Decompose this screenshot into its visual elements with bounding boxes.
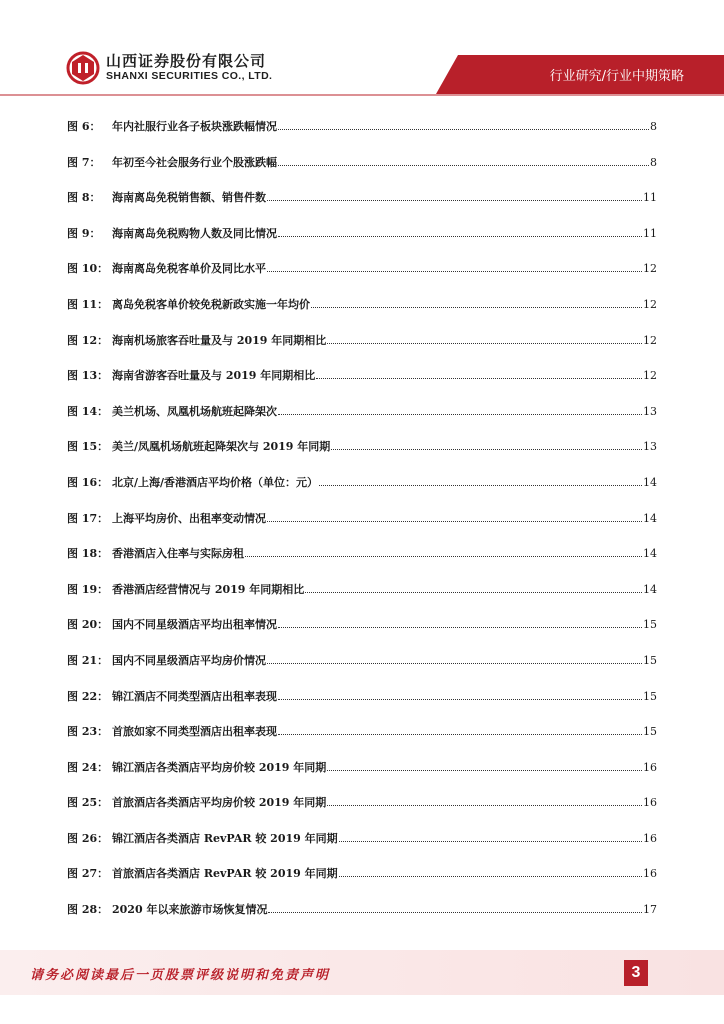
- figure-title: 离岛免税客单价较免税新政实施一年均价: [112, 297, 310, 311]
- toc-entry[interactable]: [67, 867, 657, 903]
- figure-page-number: 8: [650, 120, 657, 133]
- dot-leader: [316, 378, 642, 379]
- dot-leader: [339, 876, 642, 877]
- figure-title: 香港酒店入住率与实际房租: [112, 547, 244, 561]
- dot-leader: [331, 449, 642, 450]
- dot-leader: [245, 556, 642, 557]
- figure-label: 图 20：: [67, 618, 109, 632]
- figure-page-number: 15: [643, 618, 657, 632]
- figure-title: 年内社服行业各子板块涨跌幅情况: [112, 120, 277, 133]
- figure-page-number: 14: [643, 547, 657, 561]
- figure-label: 图 21：: [67, 653, 109, 667]
- figure-title: 锦江酒店不同类型酒店出租率表现: [112, 689, 277, 703]
- dot-leader: [278, 129, 649, 130]
- figure-page-number: 13: [643, 440, 657, 454]
- figure-page-number: 12: [643, 262, 657, 276]
- figure-label: 图 11：: [67, 297, 109, 311]
- figure-page-number: 12: [643, 369, 657, 383]
- company-name-cn: 山西证券股份有限公司: [106, 52, 267, 70]
- figure-title: 首旅如家不同类型酒店出租率表现: [112, 725, 277, 739]
- toc-entry[interactable]: [67, 156, 657, 192]
- toc-entry[interactable]: [67, 618, 657, 654]
- figure-title: 年初至今社会服务行业个股涨跌幅: [112, 155, 277, 169]
- figure-label: 图 12：: [67, 333, 109, 347]
- toc-entry[interactable]: [67, 796, 657, 832]
- page-header: [0, 0, 724, 100]
- figure-label: 图 17：: [67, 511, 109, 525]
- toc-entry[interactable]: [67, 725, 657, 761]
- dot-leader: [305, 592, 642, 593]
- dot-leader: [278, 699, 642, 700]
- figure-list: [67, 120, 657, 939]
- figure-page-number: 15: [643, 689, 657, 703]
- toc-entry[interactable]: [67, 369, 657, 405]
- figure-label: 图 8：: [67, 191, 101, 205]
- figure-page-number: 12: [643, 297, 657, 311]
- figure-label: 图 15：: [67, 440, 109, 454]
- dot-leader: [267, 521, 642, 522]
- toc-entry[interactable]: [67, 440, 657, 476]
- figure-label: 图 14：: [67, 404, 109, 418]
- figure-page-number: 15: [643, 725, 657, 739]
- toc-entry[interactable]: [67, 334, 657, 370]
- toc-entry[interactable]: [67, 547, 657, 583]
- figure-page-number: 16: [643, 760, 657, 774]
- dot-leader: [267, 663, 642, 664]
- figure-label: 图 26：: [67, 831, 109, 845]
- figure-page-number: 15: [643, 653, 657, 667]
- figure-page-number: 11: [643, 226, 657, 240]
- figure-page-number: 11: [643, 191, 657, 205]
- figure-label: 图 22：: [67, 689, 109, 703]
- figure-title: 香港酒店经营情况与 2019 年同期相比: [112, 582, 305, 596]
- figure-title: 美兰/凤凰机场航班起降架次与 2019 年同期: [112, 440, 331, 454]
- figure-title: 美兰机场、凤凰机场航班起降架次: [112, 404, 277, 418]
- figure-page-number: 16: [643, 831, 657, 845]
- toc-entry[interactable]: [67, 903, 657, 939]
- figure-label: 图 24：: [67, 760, 109, 774]
- section-title: 行业研究/行业中期策略: [549, 69, 684, 84]
- toc-entry[interactable]: [67, 476, 657, 512]
- figure-page-number: 12: [643, 333, 657, 347]
- toc-entry[interactable]: [67, 227, 657, 263]
- figure-page-number: 16: [643, 796, 657, 810]
- dot-leader: [327, 770, 642, 771]
- dot-leader: [268, 912, 642, 913]
- dot-leader: [327, 343, 642, 344]
- figure-label: 图 25：: [67, 796, 109, 810]
- figure-title: 国内不同星级酒店平均出租率情况: [112, 618, 277, 632]
- figure-page-number: 17: [643, 903, 657, 917]
- figure-page-number: 14: [643, 511, 657, 525]
- figure-label: 图 16：: [67, 475, 109, 489]
- page-number: 3: [624, 960, 648, 986]
- figure-label: 图 9：: [67, 226, 101, 240]
- dot-leader: [319, 485, 642, 486]
- dot-leader: [267, 200, 642, 201]
- figure-title: 2020 年以来旅游市场恢复情况: [112, 903, 268, 917]
- toc-entry[interactable]: [67, 262, 657, 298]
- figure-title: 锦江酒店各类酒店 RevPAR 较 2019 年同期: [112, 831, 338, 845]
- figure-label: 图 27：: [67, 867, 109, 881]
- dot-leader: [278, 165, 649, 166]
- figure-label: 图 23：: [67, 725, 109, 739]
- dot-leader: [278, 414, 642, 415]
- dot-leader: [278, 236, 642, 237]
- figure-title: 海南机场旅客吞吐量及与 2019 年同期相比: [112, 333, 327, 347]
- figure-title: 海南离岛免税客单价及同比水平: [112, 262, 266, 276]
- figure-title: 锦江酒店各类酒店平均房价较 2019 年同期: [112, 760, 327, 774]
- toc-entry[interactable]: [67, 583, 657, 619]
- figure-label: 图 19：: [67, 582, 109, 596]
- figure-title: 北京/上海/香港酒店平均价格（单位：元）: [112, 475, 319, 489]
- figure-title: 首旅酒店各类酒店平均房价较 2019 年同期: [112, 796, 327, 810]
- toc-entry[interactable]: [67, 761, 657, 797]
- dot-leader: [267, 271, 642, 272]
- figure-title: 国内不同星级酒店平均房价情况: [112, 653, 266, 667]
- figure-title: 海南省游客吞吐量及与 2019 年同期相比: [112, 369, 316, 383]
- toc-entry[interactable]: [67, 512, 657, 548]
- figure-label: 图 10：: [67, 262, 109, 276]
- dot-leader: [278, 627, 642, 628]
- figure-page-number: 16: [643, 867, 657, 881]
- dot-leader: [311, 307, 642, 308]
- company-name-en: SHANXI SECURITIES CO., LTD.: [106, 70, 273, 82]
- company-logo-icon: [66, 51, 100, 85]
- figure-title: 海南离岛免税销售额、销售件数: [112, 191, 266, 205]
- dot-leader: [339, 841, 642, 842]
- toc-entry[interactable]: [67, 690, 657, 726]
- figure-label: 图 18：: [67, 547, 109, 561]
- toc-entry[interactable]: [67, 405, 657, 441]
- disclaimer-text: 请务必阅读最后一页股票评级说明和免责声明: [30, 968, 331, 983]
- dot-leader: [327, 805, 642, 806]
- toc-entry[interactable]: [67, 832, 657, 868]
- toc-entry[interactable]: [67, 298, 657, 334]
- toc-entry[interactable]: [67, 191, 657, 227]
- figure-title: 海南离岛免税购物人数及同比情况: [112, 226, 277, 240]
- page-footer: [0, 950, 724, 995]
- figure-page-number: 8: [650, 155, 657, 169]
- figure-title: 上海平均房价、出租率变动情况: [112, 511, 266, 525]
- figure-page-number: 14: [643, 582, 657, 596]
- figure-label: 图 13：: [67, 369, 109, 383]
- figure-title: 首旅酒店各类酒店 RevPAR 较 2019 年同期: [112, 867, 338, 881]
- dot-leader: [278, 734, 642, 735]
- figure-label: 图 28：: [67, 903, 109, 917]
- figure-page-number: 14: [643, 475, 657, 489]
- toc-entry[interactable]: [67, 120, 657, 156]
- figure-label: 图 6：: [67, 120, 101, 133]
- figure-page-number: 13: [643, 404, 657, 418]
- toc-entry[interactable]: [67, 654, 657, 690]
- figure-label: 图 7：: [67, 155, 101, 169]
